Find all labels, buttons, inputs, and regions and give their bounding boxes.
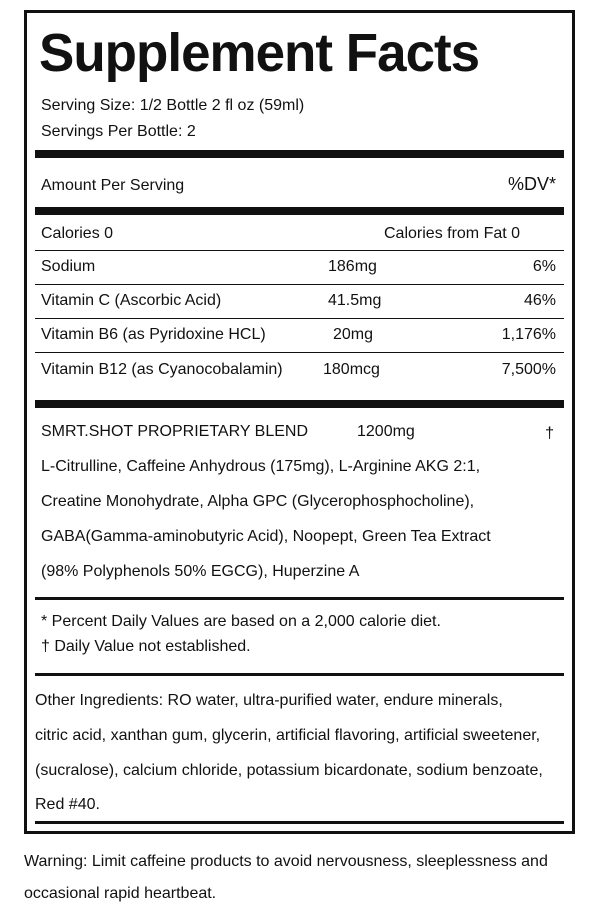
divider-thin <box>35 352 564 353</box>
blend-dv: † <box>545 425 554 442</box>
calories-from-fat: Calories from Fat 0 <box>384 225 521 242</box>
blend-ingredients-line: L-Citrulline, Caffeine Anhydrous (175mg), L-Arginine AKG 2:1, <box>41 458 481 475</box>
nutrient-amount: 20mg <box>333 326 374 343</box>
divider-thick <box>35 207 564 215</box>
divider-thin <box>35 250 564 251</box>
calories: Calories 0 <box>41 225 114 242</box>
nutrient-name: Sodium <box>41 258 96 275</box>
supplement-facts-panel <box>24 10 575 834</box>
other-ingredients-line: Red #40. <box>35 796 100 813</box>
blend-ingredients-line: GABA(Gamma-aminobutyric Acid), Noopept, Green Tea Extract <box>41 528 491 545</box>
nutrient-dv: 46% <box>523 292 556 309</box>
nutrient-dv: 6% <box>532 258 556 275</box>
footnote-dagger: † Daily Value not established. <box>41 638 251 655</box>
blend-ingredients-line: Creatine Monohydrate, Alpha GPC (Glycerophosphocholine), <box>41 493 475 510</box>
nutrient-name: Vitamin B12 (as Cyanocobalamin) <box>41 361 283 378</box>
warning-line: Warning: Limit caffeine products to avoid nervousness, sleeplessness and <box>24 853 548 870</box>
divider-thick <box>35 400 564 408</box>
servings-per-container: Servings Per Bottle: 2 <box>41 123 196 140</box>
nutrient-dv: 7,500% <box>501 361 556 378</box>
warning-line: occasional rapid heartbeat. <box>24 885 217 902</box>
nutrient-amount: 186mg <box>328 258 377 275</box>
blend-name: SMRT.SHOT PROPRIETARY BLEND <box>41 423 309 440</box>
nutrient-dv: 1,176% <box>501 326 556 343</box>
nutrient-name: Vitamin C (Ascorbic Acid) <box>41 292 222 309</box>
other-ingredients-line: citric acid, xanthan gum, glycerin, artificial flavoring, artificial sweetener, <box>35 727 541 744</box>
dv-header: %DV* <box>507 174 556 194</box>
blend-ingredients-line: (98% Polyphenols 50% EGCG), Huperzine A <box>41 563 360 580</box>
divider-thin <box>35 284 564 285</box>
nutrient-amount: 41.5mg <box>328 292 382 309</box>
other-ingredients-line: (sucralose), calcium chloride, potassium bicardonate, sodium benzoate, <box>35 762 543 779</box>
footnote-dv: * Percent Daily Values are based on a 2,000 calorie diet. <box>41 613 441 630</box>
divider-thick <box>35 150 564 158</box>
nutrient-name: Vitamin B6 (as Pyridoxine HCL) <box>41 326 266 343</box>
nutrient-amount: 180mcg <box>323 361 380 378</box>
divider-thin <box>35 318 564 319</box>
amount-per-serving-label: Amount Per Serving <box>41 177 185 194</box>
divider-medium <box>35 821 564 824</box>
serving-size: Serving Size: 1/2 Bottle 2 fl oz (59ml) <box>41 97 305 114</box>
divider-medium <box>35 673 564 676</box>
divider-medium <box>35 597 564 600</box>
panel-title: Supplement Facts <box>39 23 480 83</box>
other-ingredients-line: Other Ingredients: RO water, ultra-purified water, endure minerals, <box>35 692 503 709</box>
blend-amount: 1200mg <box>357 423 415 440</box>
